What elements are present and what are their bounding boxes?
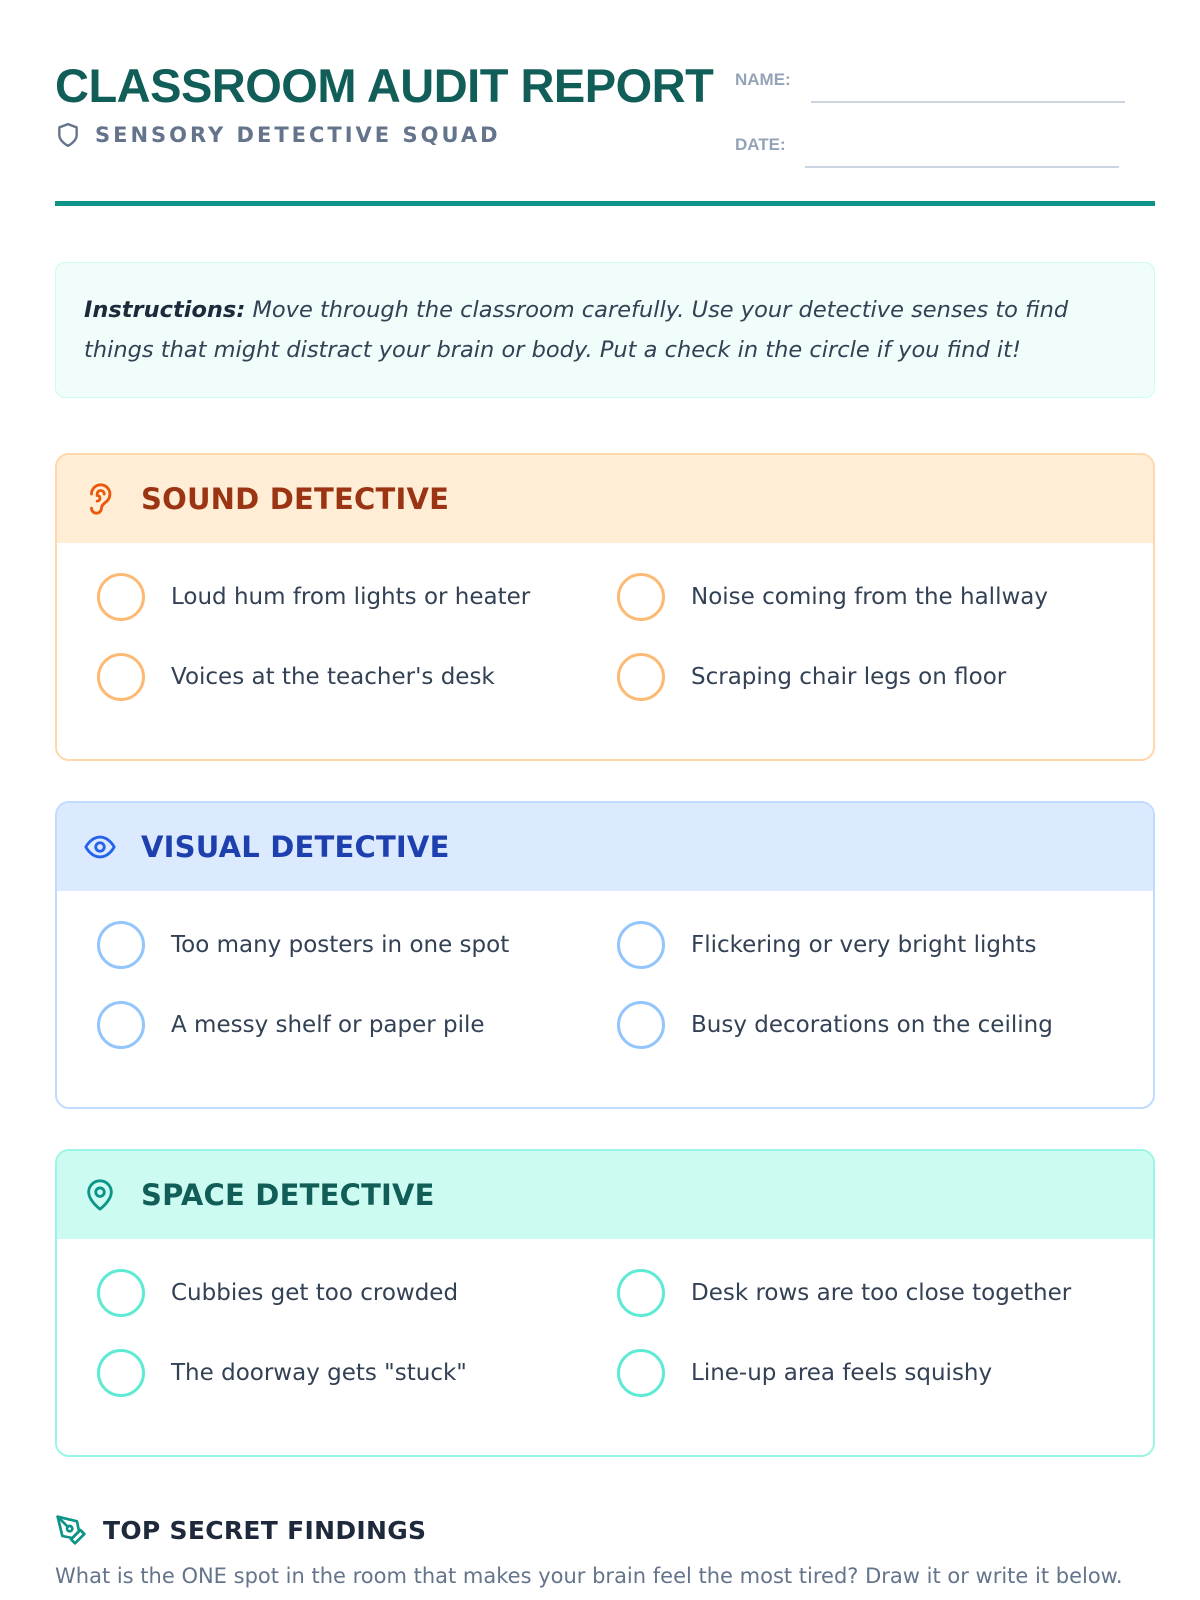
section-title: VISUAL DETECTIVE bbox=[141, 830, 450, 864]
shield-icon bbox=[55, 122, 81, 148]
item-label: Cubbies get too crowded bbox=[171, 1280, 459, 1306]
name-field[interactable] bbox=[811, 101, 1125, 103]
item-label: Too many posters in one spot bbox=[171, 932, 510, 958]
item-label: Noise coming from the hallway bbox=[691, 584, 1048, 610]
name-label: NAME: bbox=[735, 70, 791, 89]
instructions-text: Move through the classroom carefully. Use your detective senses to find things that might distract your brain or body. Put a check in the circle if you find it! bbox=[84, 297, 1069, 363]
checklist-item bbox=[97, 917, 509, 973]
pen-tool-icon bbox=[55, 1514, 87, 1546]
findings-prompt: What is the ONE spot in the room that makes your brain feel the most tired? Draw it or write it below. bbox=[55, 1564, 1123, 1588]
check-circle[interactable] bbox=[97, 921, 145, 969]
item-label: Line-up area feels squishy bbox=[691, 1360, 993, 1386]
check-circle[interactable] bbox=[97, 1001, 145, 1049]
eye-icon bbox=[83, 830, 117, 864]
ear-icon bbox=[83, 482, 117, 516]
checklist-item bbox=[97, 1265, 458, 1321]
worksheet-page bbox=[55, 0, 1155, 1588]
instructions-box bbox=[55, 262, 1155, 398]
section-header bbox=[57, 803, 1153, 891]
check-circle[interactable] bbox=[617, 1001, 665, 1049]
date-label: DATE: bbox=[735, 135, 786, 154]
item-label: Flickering or very bright lights bbox=[691, 932, 1037, 958]
check-circle[interactable] bbox=[617, 921, 665, 969]
section-title: SOUND DETECTIVE bbox=[141, 482, 450, 516]
space-detective-section bbox=[55, 1149, 1155, 1457]
check-circle[interactable] bbox=[617, 1349, 665, 1397]
item-label: Desk rows are too close together bbox=[691, 1280, 1072, 1306]
checklist-item bbox=[617, 997, 1053, 1053]
squad-subtitle bbox=[55, 122, 501, 148]
check-circle[interactable] bbox=[617, 1269, 665, 1317]
visual-detective-section bbox=[55, 801, 1155, 1109]
item-label: Scraping chair legs on floor bbox=[691, 664, 1007, 690]
checklist-item bbox=[617, 917, 1037, 973]
instructions-lead: Instructions: bbox=[84, 297, 246, 323]
checklist-item bbox=[617, 1265, 1071, 1321]
check-circle[interactable] bbox=[97, 1349, 145, 1397]
checklist-item bbox=[617, 1345, 992, 1401]
item-label: The doorway gets "stuck" bbox=[171, 1360, 467, 1386]
check-circle[interactable] bbox=[97, 573, 145, 621]
item-label: Loud hum from lights or heater bbox=[171, 584, 531, 610]
report-header bbox=[55, 0, 1155, 210]
check-circle[interactable] bbox=[97, 1269, 145, 1317]
checklist-item bbox=[617, 569, 1048, 625]
item-label: A messy shelf or paper pile bbox=[171, 1012, 485, 1038]
checklist bbox=[57, 891, 1153, 1109]
checklist bbox=[57, 543, 1153, 761]
item-label: Voices at the teacher's desk bbox=[171, 664, 495, 690]
item-label: Busy decorations on the ceiling bbox=[691, 1012, 1053, 1038]
section-header bbox=[57, 455, 1153, 543]
map-pin-icon bbox=[83, 1178, 117, 1212]
findings-title: TOP SECRET FINDINGS bbox=[103, 1515, 427, 1545]
page-title: CLASSROOM AUDIT REPORT bbox=[55, 59, 714, 112]
section-title: SPACE DETECTIVE bbox=[141, 1178, 435, 1212]
section-header bbox=[57, 1151, 1153, 1239]
check-circle[interactable] bbox=[617, 653, 665, 701]
findings-header bbox=[55, 1514, 426, 1546]
sound-detective-section bbox=[55, 453, 1155, 761]
date-field[interactable] bbox=[805, 166, 1119, 168]
checklist-item bbox=[97, 649, 495, 705]
checklist-item bbox=[617, 649, 1006, 705]
checklist-item bbox=[97, 569, 530, 625]
checklist bbox=[57, 1239, 1153, 1457]
header-divider bbox=[55, 201, 1155, 206]
checklist-item bbox=[97, 1345, 467, 1401]
checklist-item bbox=[97, 997, 485, 1053]
check-circle[interactable] bbox=[97, 653, 145, 701]
check-circle[interactable] bbox=[617, 573, 665, 621]
subtitle-text: SENSORY DETECTIVE SQUAD bbox=[95, 123, 501, 147]
